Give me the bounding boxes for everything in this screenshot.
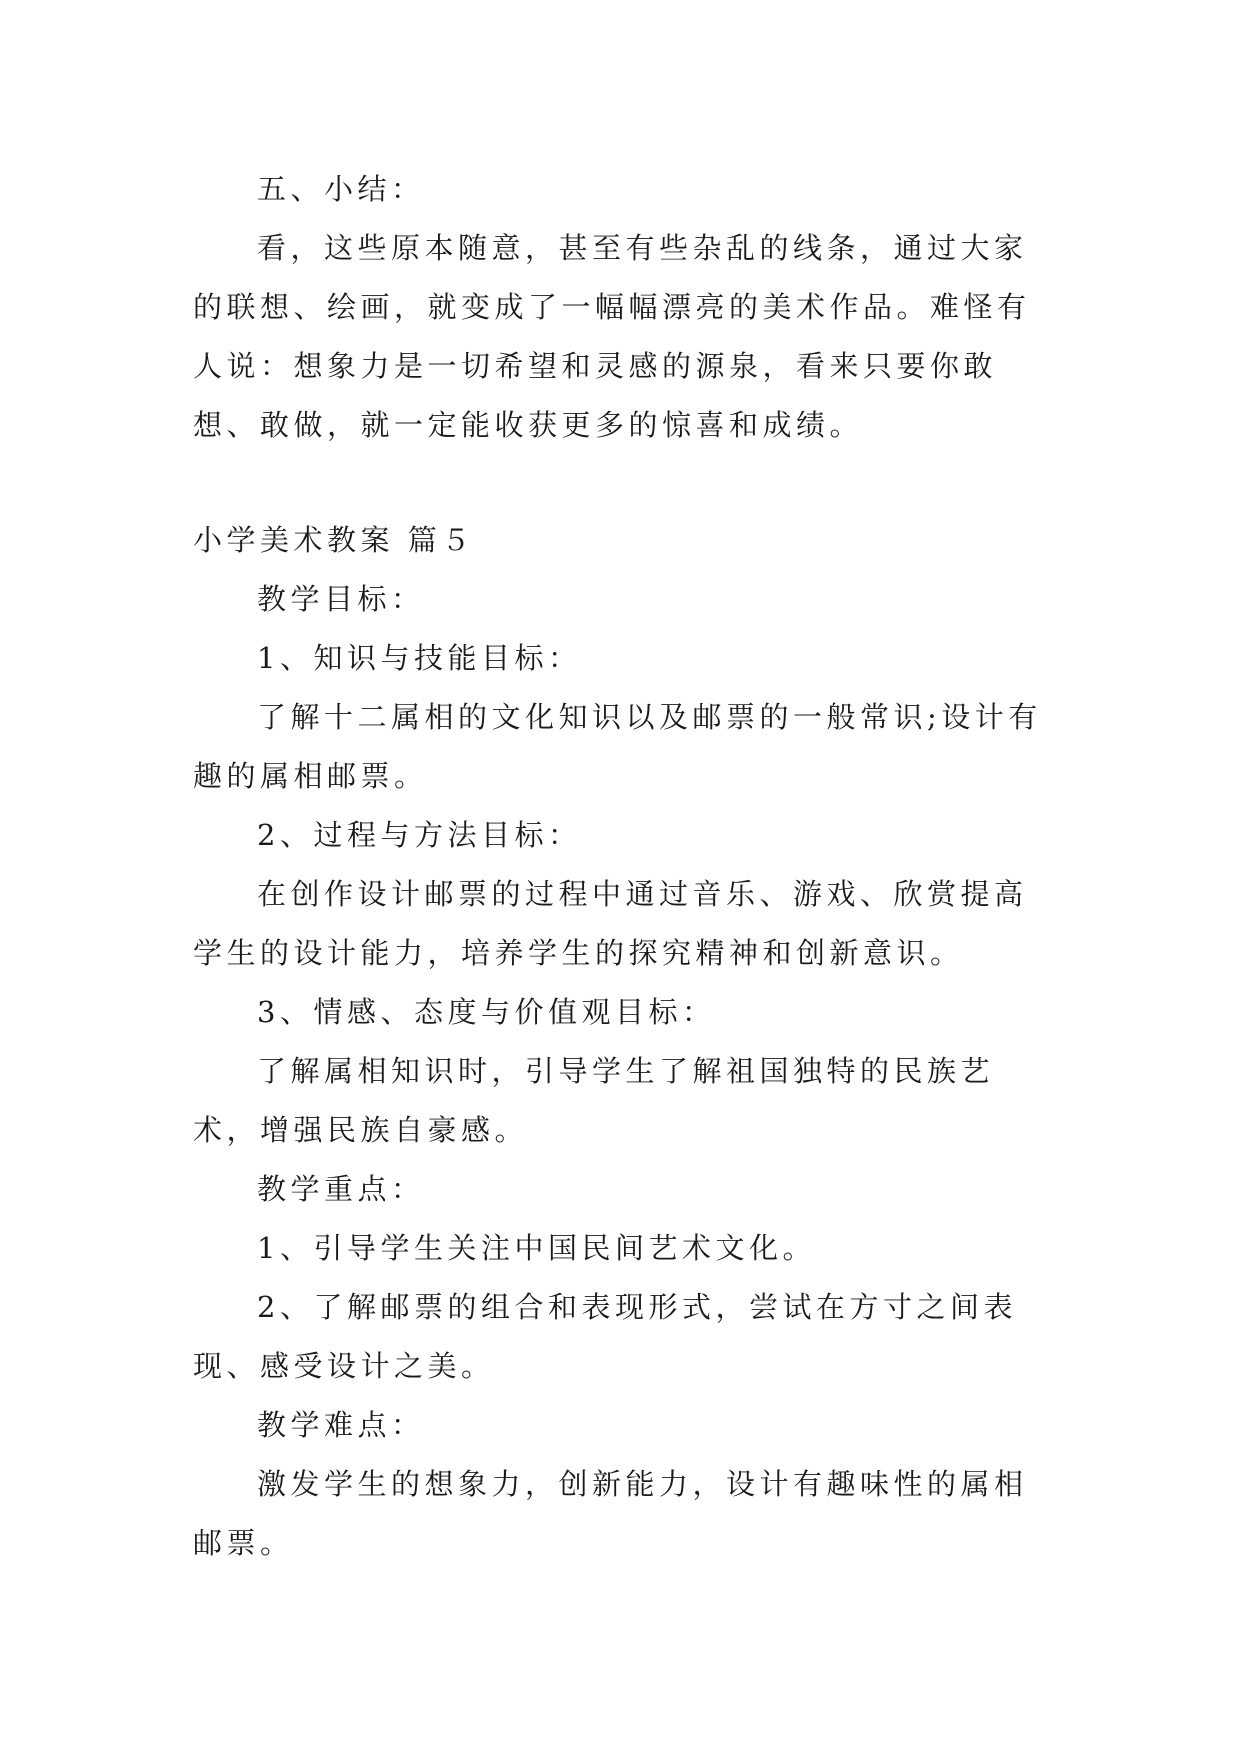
section-spacer [193,455,1053,511]
difficulty-text: 激发学生的想象力，创新能力，设计有趣味性的属相邮票。 [193,1467,1028,1560]
goal1-heading: 1、知识与技能目标： [257,641,582,675]
difficulty-heading: 教学难点： [257,1408,425,1442]
lesson-title: 小学美术教案 篇５ [193,523,475,557]
summary-body: 看，这些原本随意，甚至有些杂乱的线条，通过大家的联想、绘画，就变成了一幅幅漂亮的美术作品。难怪有人说：想象力是一切希望和灵感的源泉，看来只要你敢想、敢做，就一定能收获更多的惊喜和成绩。 [193,231,1031,442]
goals-heading: 教学目标： [257,582,425,616]
goal2-text: 在创作设计邮票的过程中通过音乐、游戏、欣赏提高学生的设计能力，培养学生的探究精神和创新意识。 [193,877,1028,970]
goal2-heading: 2、过程与方法目标： [257,818,582,852]
summary-heading: 五、小结： [257,172,425,206]
goal3-text: 了解属相知识时，引导学生了解祖国独特的民族艺术，增强民族自豪感。 [193,1054,995,1147]
document-body [193,160,1053,1573]
key-points-heading: 教学重点： [257,1172,425,1206]
key-point-2: 2、了解邮票的组合和表现形式，尝试在方寸之间表现、感受设计之美。 [193,1290,1017,1383]
goal1-text: 了解十二属相的文化知识以及邮票的一般常识;设计有趣的属相邮票。 [193,700,1042,793]
goal3-heading: 3、情感、态度与价值观目标： [257,995,716,1029]
key-point-1: 1、引导学生关注中国民间艺术文化。 [257,1231,816,1265]
